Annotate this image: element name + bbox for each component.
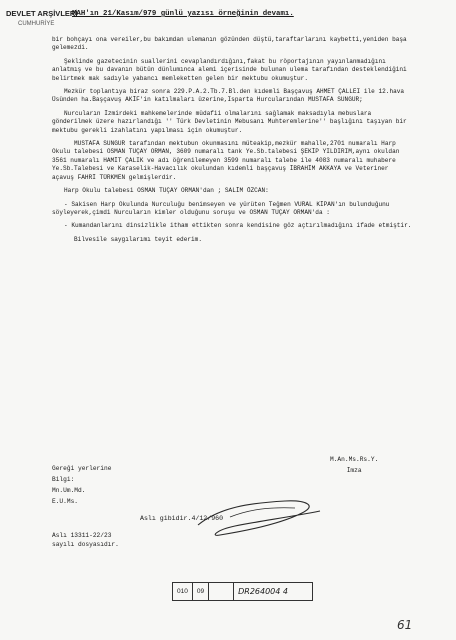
archive-box-handwritten-code: DR264004 4 [238,587,288,596]
certified-copy-note: Aslı gibidir.4/12/960 [140,515,224,522]
paragraph: - Sakisen Harp Okulunda Nurculuğu benimseyen ve yürüten Teğmen VURAL KİPAN'ın bulunduğunu söyleyerek,çimdi Nurcuların kimler olduğunu soruşu ve OSMAN TUÇAY ORMAN'da : [52,200,390,216]
document-body [52,36,412,249]
archive-box-cell: 010 [173,583,193,600]
distribution-item: E.U.Ms. [52,498,78,505]
distribution-item: Mn.Um.Md. [52,487,86,494]
archive-box-cell [209,583,234,600]
signature-code: M.An.Ms.Rs.Y. [330,456,379,463]
archive-stamp: DEVLET ARŞİVLERİ [6,9,78,18]
paragraph: - Kumandanlarını dinsizlikle itham ettikten sonra kendisine göz açtırılmadığını ifade etmiştir. [64,222,412,230]
paragraph: Bilvesile saygılarımı teyit ederim. [74,235,202,243]
paragraph: Mezkür toplantıya biraz sonra 229.P.A.2.Tb.7.Bl.den kıdemli Başçavuş AHMET ÇALLEI ile 12.hava Üsünden ha.Başçavuş AKİF'in katılmaları üzerine,Isparta Hurcularından MUSTAFA SUNGUR; [52,88,405,104]
paragraph: Harp Okulu talebesi OSMAN TUÇAY ORMAN'dan ; SALİM ÖZCAN: [64,187,269,195]
page-number: 61 [397,618,413,632]
paragraph: MUSTAFA SUNGUR tarafından mektubun okunmasını müteakip,mezkür mahalle,2701 numaralı Harp Okulu talebesi OSMAN TUÇAY ORMAN, 3609 numaralı tank Ye.Sb.talebesi ŞEKİP YILDIRIM,aynı okuldan 3561 numaralı HAMİT ÇALIK ve adı öğrenilemeyen 3599 numaralı talebe ile 4083 numaralı muhabere Ye.Sb.Talebesi ve Karaselik-Havacılık okulundan kıdemli başçavuş İBRAHİM AKKAYA ve Veteriner açavuş FAHRİ TÜRKMEN gelmişlerdir. [52,140,400,181]
archive-stamp-sub: CUMHURİYE [18,21,55,27]
paragraph: Nurcuların İzmirdeki mahkemelerinde müdafii olmalarını sağlamak maksadıyla mebuslara gönderilmek üzere hazırlandığı '' Türk Devletinin Mebusanı Muhteremlerine'' başlığını taşıyan bir mektubu gerekli izahlatını yapılması için okumuştur. [52,109,407,134]
paragraph: Şeklinde gazetecinin suallerini cevaplandırdığını,fakat bu röportajının yayınlanmadığını anlatmış ve bu davanın bütün dünlumınca alemi içerisinde bulunan ulema tarafından desteklendiğini belirtmek mak sadıyle yabancı memleketten gelen bir mektubu okumuştur. [52,57,407,82]
reference-line: sayılı dosyasıdır. [52,541,119,548]
document-heading: MAH'ın 21/Kasım/979 günlü yazısı örneğinin devamı. [72,10,294,18]
signature-label: İmza [346,467,362,474]
archive-reference-box [172,582,313,601]
distribution-item: Bilgi: [52,476,75,483]
signature-block [330,454,378,476]
reference-note [52,531,119,549]
distribution-list [52,463,111,507]
paragraph: bir bohçayı ona vereiler,bu bakımdan ulemanın gözünden düştü,taraftarlarını kaybetti,yeniden başa gelemezdi. [52,36,407,52]
distribution-item: Gereği yerlerine [52,465,112,472]
archive-box-cell: 09 [193,583,209,600]
reference-line: Aslı 13311-22/23 [52,532,112,539]
